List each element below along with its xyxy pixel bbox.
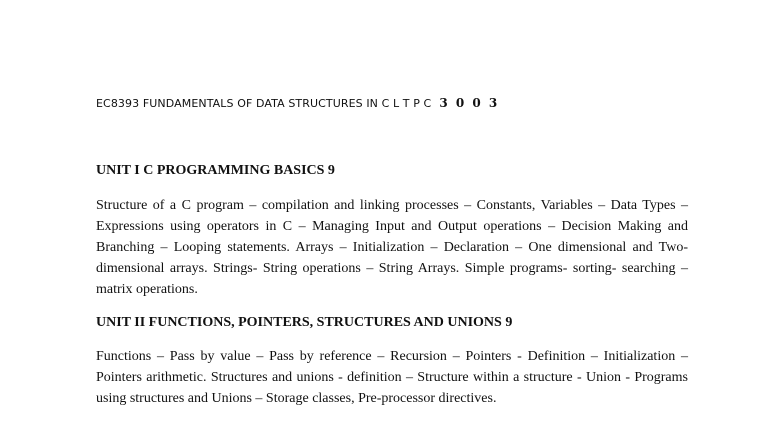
course-title: EC8393 FUNDAMENTALS OF DATA STRUCTURES IN C L T P C <box>96 97 432 110</box>
unit-2-syllabus-text: Functions – Pass by value – Pass by reference – Recursion – Pointers - Definition – Initialization – Pointers arithmetic. Structures and unions - definition – Structure within a structure - Union - Programs using structures and Unions – Storage classes, Pre-processor directives. <box>96 349 688 406</box>
unit-1-syllabus-text: Structure of a C program – compilation and linking processes – Constants, Variables – Data Types – Expressions using operators in C – Managing Input and Output operations – Decision Making and Branching – Looping statements. Arrays – Initialization – Declaration – One dimensional and Two-dimensional arrays. Strings- String operations – String Arrays. Simple programs- sorting- searching – matrix operations. <box>96 198 688 297</box>
unit-2-heading: UNIT II FUNCTIONS, POINTERS, STRUCTURES AND UNIONS 9 <box>96 315 513 330</box>
ltpc-values: 3 0 0 3 <box>439 96 500 110</box>
course-header <box>96 95 499 112</box>
unit-1-heading: UNIT I C PROGRAMMING BASICS 9 <box>96 163 335 178</box>
